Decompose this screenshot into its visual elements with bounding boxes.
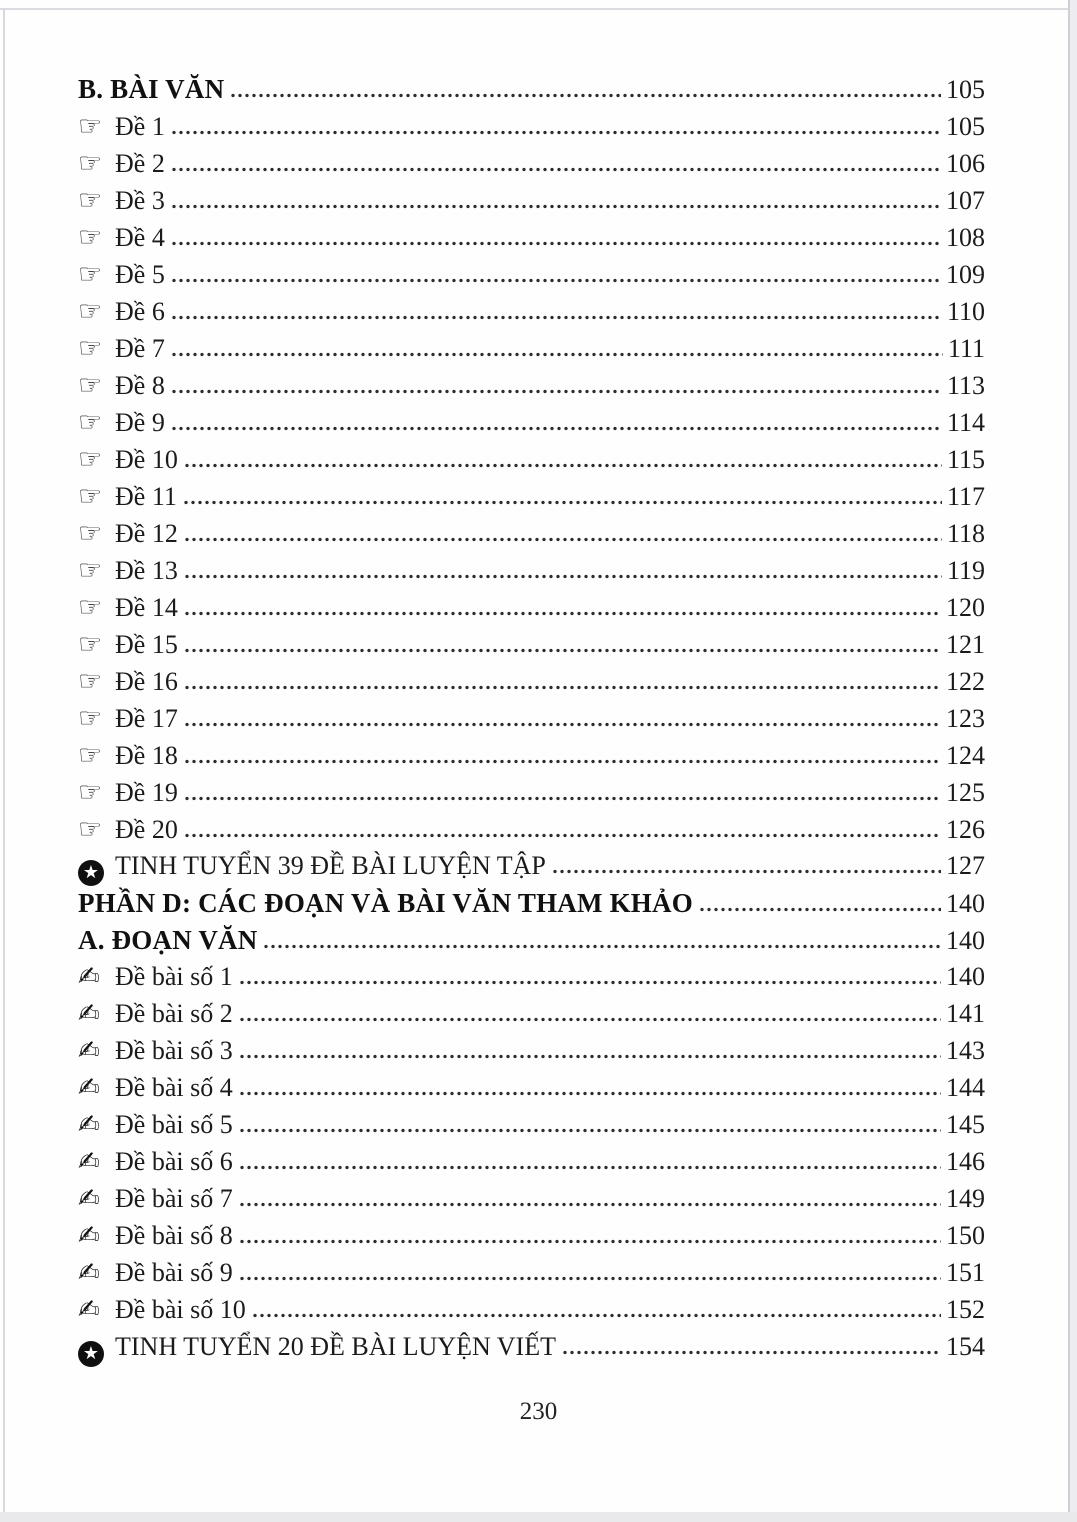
dot-leader — [185, 759, 941, 764]
pointing-hand-icon — [78, 555, 115, 586]
toc-entry — [78, 1036, 985, 1073]
toc-entry-label: Đề 11 — [115, 482, 177, 511]
toc-entry-label: Đề 13 — [115, 556, 178, 585]
dot-leader — [172, 130, 941, 135]
toc-entry — [78, 407, 985, 444]
toc-entry — [78, 962, 985, 999]
star-icon — [78, 1332, 115, 1363]
table-of-contents — [78, 74, 985, 1369]
dot-leader — [185, 574, 942, 579]
toc-entry — [78, 888, 985, 925]
toc-entry-page: 115 — [946, 445, 985, 474]
toc-entry — [78, 1295, 985, 1332]
dot-leader — [185, 833, 941, 838]
pointing-hand-icon — [78, 185, 115, 216]
toc-entry — [78, 296, 985, 333]
toc-entry-label: Đề bài số 7 — [115, 1184, 233, 1213]
toc-entry-page: 141 — [946, 999, 985, 1028]
toc-entry-label: Đề 19 — [115, 778, 178, 807]
dot-leader — [185, 463, 942, 468]
writing-hand-icon — [78, 1258, 115, 1288]
scan-edge-bottom — [0, 1512, 1077, 1522]
toc-entry-page: 126 — [946, 815, 985, 844]
toc-entry-label: Đề 17 — [115, 704, 178, 733]
pointing-hand-glyph: ☞ — [78, 148, 103, 179]
toc-entry — [78, 259, 985, 296]
toc-entry-label: Đề bài số 4 — [115, 1073, 233, 1102]
pointing-hand-glyph: ☞ — [78, 185, 103, 216]
toc-entry-page: 140 — [946, 962, 985, 991]
toc-entry-label: Đề 6 — [115, 297, 165, 326]
toc-entry-label: Đề bài số 6 — [115, 1147, 233, 1176]
toc-entry-page: 122 — [946, 667, 985, 696]
toc-entry — [78, 111, 985, 148]
dot-leader — [240, 1054, 941, 1059]
toc-entry-page: 149 — [946, 1184, 985, 1213]
scan-edge-right-line — [1068, 0, 1070, 1522]
pointing-hand-icon — [78, 629, 115, 660]
toc-entry — [78, 629, 985, 666]
pointing-hand-glyph: ☞ — [78, 592, 103, 623]
toc-entry-page: 143 — [946, 1036, 985, 1065]
toc-entry-page: 118 — [946, 519, 985, 548]
page-footer — [0, 1398, 1077, 1426]
dot-leader — [172, 426, 942, 431]
footer-page-number: 230 — [519, 1398, 558, 1425]
pointing-hand-glyph: ☞ — [78, 259, 103, 290]
toc-entry-page: 140 — [946, 926, 985, 955]
pointing-hand-glyph: ☞ — [78, 407, 103, 438]
toc-entry-label: Đề bài số 5 — [115, 1110, 233, 1139]
pointing-hand-glyph: ☞ — [78, 444, 103, 475]
dot-leader — [172, 315, 942, 320]
writing-hand-glyph: ✍ — [78, 1258, 100, 1288]
writing-hand-icon — [78, 1221, 115, 1251]
scan-edge-top — [0, 8, 1077, 10]
dot-leader — [172, 167, 941, 172]
writing-hand-glyph: ✍ — [78, 962, 100, 992]
pointing-hand-icon — [78, 592, 115, 623]
toc-entry — [78, 1110, 985, 1147]
toc-entry — [78, 148, 985, 185]
writing-hand-glyph: ✍ — [78, 999, 100, 1029]
writing-hand-glyph: ✍ — [78, 1110, 100, 1140]
toc-entry-page: 123 — [946, 704, 985, 733]
dot-leader — [264, 944, 941, 949]
toc-entry — [78, 555, 985, 592]
toc-entry-page: 154 — [946, 1332, 985, 1361]
dot-leader — [563, 1350, 941, 1355]
pointing-hand-icon — [78, 814, 115, 845]
pointing-hand-icon — [78, 777, 115, 808]
writing-hand-glyph: ✍ — [78, 1036, 100, 1066]
toc-entry — [78, 777, 985, 814]
toc-entry — [78, 1221, 985, 1258]
toc-entry-label: Đề 4 — [115, 223, 165, 252]
writing-hand-icon — [78, 1147, 115, 1177]
toc-entry — [78, 1258, 985, 1295]
pointing-hand-glyph: ☞ — [78, 296, 103, 327]
pointing-hand-glyph: ☞ — [78, 518, 103, 549]
toc-entry-page: 105 — [946, 112, 985, 141]
toc-entry — [78, 370, 985, 407]
toc-entry — [78, 740, 985, 777]
pointing-hand-icon — [78, 666, 115, 697]
toc-entry-page: 105 — [946, 75, 985, 104]
writing-hand-glyph: ✍ — [78, 1295, 100, 1325]
pointing-hand-glyph: ☞ — [78, 666, 103, 697]
dot-leader — [172, 389, 942, 394]
pointing-hand-glyph: ☞ — [78, 740, 103, 771]
pointing-hand-glyph: ☞ — [78, 111, 103, 142]
toc-entry-label: Đề 8 — [115, 371, 165, 400]
toc-entry-page: 150 — [946, 1221, 985, 1250]
toc-entry-page: 140 — [946, 889, 985, 918]
star-glyph: ★ — [82, 1343, 100, 1364]
writing-hand-glyph: ✍ — [78, 1221, 100, 1251]
star-badge — [78, 1341, 104, 1367]
toc-entry-page: 127 — [946, 851, 985, 880]
toc-entry-label: Đề bài số 3 — [115, 1036, 233, 1065]
scan-edge-right-band — [1070, 0, 1077, 1522]
toc-entry-label: Đề 18 — [115, 741, 178, 770]
toc-entry-label: Đề bài số 2 — [115, 999, 233, 1028]
toc-entry-label: TINH TUYỂN 39 ĐỀ BÀI LUYỆN TẬP — [115, 851, 546, 880]
dot-leader — [240, 1202, 941, 1207]
writing-hand-icon — [78, 962, 115, 992]
writing-hand-icon — [78, 999, 115, 1029]
dot-leader — [240, 1091, 941, 1096]
toc-entry-page: 107 — [946, 186, 985, 215]
pointing-hand-glyph: ☞ — [78, 481, 103, 512]
toc-entry-page: 120 — [946, 593, 985, 622]
toc-entry — [78, 851, 985, 888]
toc-entry-page: 144 — [946, 1073, 985, 1102]
toc-entry — [78, 333, 985, 370]
writing-hand-glyph: ✍ — [78, 1184, 100, 1214]
writing-hand-icon — [78, 1295, 115, 1325]
toc-entry-page: 117 — [946, 482, 985, 511]
dot-leader — [553, 869, 941, 874]
pointing-hand-glyph: ☞ — [78, 703, 103, 734]
dot-leader — [240, 1017, 941, 1022]
toc-entry — [78, 1184, 985, 1221]
pointing-hand-icon — [78, 148, 115, 179]
dot-leader — [184, 500, 942, 505]
pointing-hand-glyph: ☞ — [78, 370, 103, 401]
dot-leader — [240, 1165, 941, 1170]
toc-entry-page: 108 — [946, 223, 985, 252]
toc-entry-label: Đề bài số 8 — [115, 1221, 233, 1250]
toc-entry-label: Đề 15 — [115, 630, 178, 659]
pointing-hand-icon — [78, 370, 115, 401]
toc-entry-label: Đề 12 — [115, 519, 178, 548]
toc-entry-page: 145 — [946, 1110, 985, 1139]
pointing-hand-glyph: ☞ — [78, 555, 103, 586]
toc-entry — [78, 518, 985, 555]
toc-entry-label: Đề 9 — [115, 408, 165, 437]
dot-leader — [172, 204, 941, 209]
pointing-hand-icon — [78, 518, 115, 549]
toc-entry-label: Đề bài số 10 — [115, 1295, 246, 1324]
pointing-hand-icon — [78, 333, 115, 364]
toc-entry — [78, 592, 985, 629]
dot-leader — [185, 611, 941, 616]
dot-leader — [240, 1239, 941, 1244]
toc-entry-page: 146 — [946, 1147, 985, 1176]
toc-entry-label: Đề 20 — [115, 815, 178, 844]
dot-leader — [185, 796, 941, 801]
pointing-hand-icon — [78, 296, 115, 327]
toc-entry — [78, 925, 985, 962]
toc-entry-page: 110 — [946, 297, 985, 326]
toc-entry — [78, 74, 985, 111]
toc-entry — [78, 481, 985, 518]
toc-entry-label: Đề 14 — [115, 593, 178, 622]
pointing-hand-icon — [78, 481, 115, 512]
dot-leader — [185, 537, 942, 542]
toc-entry — [78, 814, 985, 851]
toc-entry-page: 113 — [946, 371, 985, 400]
toc-entry-label: Đề bài số 1 — [115, 962, 233, 991]
toc-entry — [78, 703, 985, 740]
pointing-hand-icon — [78, 222, 115, 253]
pointing-hand-icon — [78, 111, 115, 142]
toc-entry-label: TINH TUYỂN 20 ĐỀ BÀI LUYỆN VIẾT — [115, 1332, 556, 1361]
toc-entry — [78, 1332, 985, 1369]
writing-hand-glyph: ✍ — [78, 1147, 100, 1177]
pointing-hand-icon — [78, 740, 115, 771]
dot-leader — [231, 93, 941, 98]
toc-entry-label: PHẦN D: CÁC ĐOẠN VÀ BÀI VĂN THAM KHẢO — [78, 888, 693, 918]
toc-entry-page: 124 — [946, 741, 985, 770]
star-glyph: ★ — [82, 862, 100, 883]
pointing-hand-glyph: ☞ — [78, 333, 103, 364]
toc-entry-label: B. BÀI VĂN — [78, 74, 225, 104]
toc-entry-label: Đề 16 — [115, 667, 178, 696]
pointing-hand-glyph: ☞ — [78, 629, 103, 660]
writing-hand-glyph: ✍ — [78, 1073, 100, 1103]
toc-entry-label: Đề 2 — [115, 149, 165, 178]
dot-leader — [172, 278, 941, 283]
toc-entry — [78, 222, 985, 259]
toc-entry-label: Đề 1 — [115, 112, 165, 141]
toc-entry-page: 119 — [946, 556, 985, 585]
dot-leader — [240, 1128, 941, 1133]
toc-entry-label: A. ĐOẠN VĂN — [78, 925, 258, 955]
pointing-hand-glyph: ☞ — [78, 814, 103, 845]
dot-leader — [172, 241, 941, 246]
pointing-hand-glyph: ☞ — [78, 222, 103, 253]
writing-hand-icon — [78, 1073, 115, 1103]
scan-edge-left — [3, 8, 5, 1522]
toc-entry-page: 109 — [946, 260, 985, 289]
toc-entry-label: Đề 10 — [115, 445, 178, 474]
toc-entry-page: 111 — [947, 334, 985, 363]
writing-hand-icon — [78, 1110, 115, 1140]
toc-entry — [78, 999, 985, 1036]
dot-leader — [185, 722, 941, 727]
writing-hand-icon — [78, 1036, 115, 1066]
dot-leader — [700, 907, 941, 912]
star-badge — [78, 860, 104, 886]
star-icon — [78, 851, 115, 882]
pointing-hand-icon — [78, 259, 115, 290]
toc-entry-page: 151 — [946, 1258, 985, 1287]
toc-entry-page: 114 — [946, 408, 985, 437]
pointing-hand-icon — [78, 407, 115, 438]
toc-entry-page: 152 — [946, 1295, 985, 1324]
dot-leader — [185, 648, 941, 653]
toc-entry-page: 125 — [946, 778, 985, 807]
dot-leader — [172, 352, 943, 357]
toc-entry-label: Đề 7 — [115, 334, 165, 363]
dot-leader — [253, 1313, 941, 1318]
toc-entry-label: Đề bài số 9 — [115, 1258, 233, 1287]
toc-entry — [78, 444, 985, 481]
toc-entry — [78, 185, 985, 222]
toc-entry-page: 106 — [946, 149, 985, 178]
toc-entry-page: 121 — [946, 630, 985, 659]
pointing-hand-icon — [78, 703, 115, 734]
dot-leader — [240, 980, 941, 985]
toc-entry-label: Đề 5 — [115, 260, 165, 289]
toc-entry — [78, 1147, 985, 1184]
toc-entry — [78, 666, 985, 703]
pointing-hand-icon — [78, 444, 115, 475]
writing-hand-icon — [78, 1184, 115, 1214]
dot-leader — [240, 1276, 941, 1281]
pointing-hand-glyph: ☞ — [78, 777, 103, 808]
toc-entry — [78, 1073, 985, 1110]
toc-entry-label: Đề 3 — [115, 186, 165, 215]
dot-leader — [185, 685, 941, 690]
